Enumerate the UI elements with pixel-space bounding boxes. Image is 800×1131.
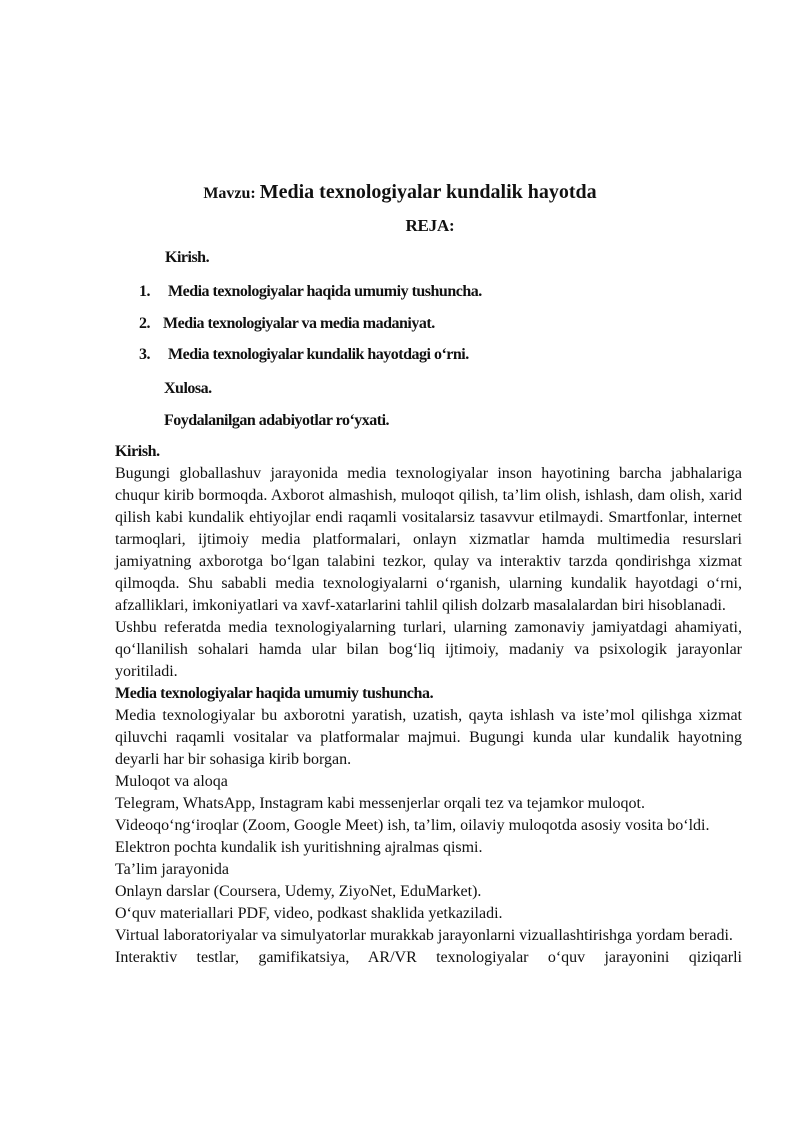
- section-heading-overview: Media texnologiyalar haqida umumiy tushuncha.: [115, 685, 434, 702]
- plan-item-text: Foydalanilgan adabiyotlar ro‘yxati.: [164, 412, 390, 429]
- list-item: Interaktiv testlar, gamifikatsiya, AR/VR texnologiyalar o‘quv jarayonini qiziqarli: [115, 949, 742, 966]
- plan-item: [139, 315, 435, 333]
- list-item: Virtual laboratoriyalar va simulyatorlar murakkab jarayonlarni vizuallashtirishga yordam beradi.: [115, 927, 733, 944]
- document-body: [115, 441, 742, 969]
- plan-item: [164, 412, 389, 430]
- plan-item-text: Xulosa.: [164, 380, 212, 397]
- plan-item: [165, 249, 209, 267]
- plan-item-number: 3.: [139, 346, 150, 363]
- subheading: Ta’lim jarayonida: [115, 861, 229, 878]
- list-item: Videoqo‘ng‘iroqlar (Zoom, Google Meet) ish, ta’lim, oilaviy muloqotda asosiy vosita bo‘ldi.: [115, 817, 710, 834]
- plan-item-text: Media texnologiyalar haqida umumiy tushuncha.: [168, 283, 482, 300]
- plan-item-text: Kirish.: [165, 249, 210, 266]
- subheading: Muloqot va aloqa: [115, 773, 228, 790]
- plan-item-text: Media texnologiyalar va media madaniyat.: [163, 315, 435, 332]
- document-title: [0, 178, 800, 208]
- section-heading-intro: Kirish.: [115, 443, 160, 460]
- plan-item: [139, 346, 469, 364]
- list-item: Telegram, WhatsApp, Instagram kabi messenjerlar orqali tez va tejamkor muloqot.: [115, 795, 645, 812]
- plan-item: [139, 283, 482, 301]
- plan-item-number: 2.: [139, 315, 150, 332]
- plan-item-number: 1.: [139, 283, 150, 300]
- paragraph: Media texnologiyalar bu axborotni yaratish, uzatish, qayta ishlash va iste’mol qilishga xizmat qiluvchi raqamli vositalar va platformalar majmui. Bugungi kunda ular kundalik hayotning deyarli har bir sohasiga kirib borgan.: [115, 707, 742, 768]
- plan-item-text: Media texnologiyalar kundalik hayotdagi o‘rni.: [168, 346, 469, 363]
- title-prefix: Mavzu:: [203, 185, 256, 202]
- plan-heading: REJA:: [405, 216, 455, 235]
- paragraph: Ushbu referatda media texnologiyalarning turlari, ularning zamonaviy jamiyatdagi ahamiyati, qo‘llanilish sohalari hamda ular bilan bog‘liq ijtimoiy, madaniy va psixologik jarayonlar yoritiladi.: [115, 619, 742, 680]
- plan-item: [164, 380, 212, 398]
- list-item: Onlayn darslar (Coursera, Udemy, ZiyoNet, EduMarket).: [115, 883, 482, 900]
- list-item: O‘quv materiallari PDF, video, podkast shaklida yetkaziladi.: [115, 905, 503, 922]
- paragraph: Bugungi globallashuv jarayonida media texnologiyalar inson hayotining barcha jabhalariga chuqur kirib bormoqda. Axborot almashish, muloqot qilish, ta’lim olish, ishlash, dam olish, xarid qilish kabi kundalik ehtiyojlar endi raqamli vositalarsiz tasavvur etilmaydi. Smartfonlar, internet tarmoqlari, ijtimoiy media platformalari, onlayn xizmatlar hamda multimedia resurslari jamiyatning axborotga bo‘lgan talabini tezkor, qulay va interaktiv tarzda qondirishga xizmat qilmoqda. Shu sababli media texnologiyalarni o‘rganish, ularning kundalik hayotdagi o‘rni, afzalliklari, imkoniyatlari va xavf-xatarlarini tahlil qilish dolzarb masalalardan biri hisoblanadi.: [115, 465, 742, 614]
- title-topic: Media texnologiyalar kundalik hayotda: [259, 181, 597, 203]
- list-item: Elektron pochta kundalik ish yuritishning ajralmas qismi.: [115, 839, 483, 856]
